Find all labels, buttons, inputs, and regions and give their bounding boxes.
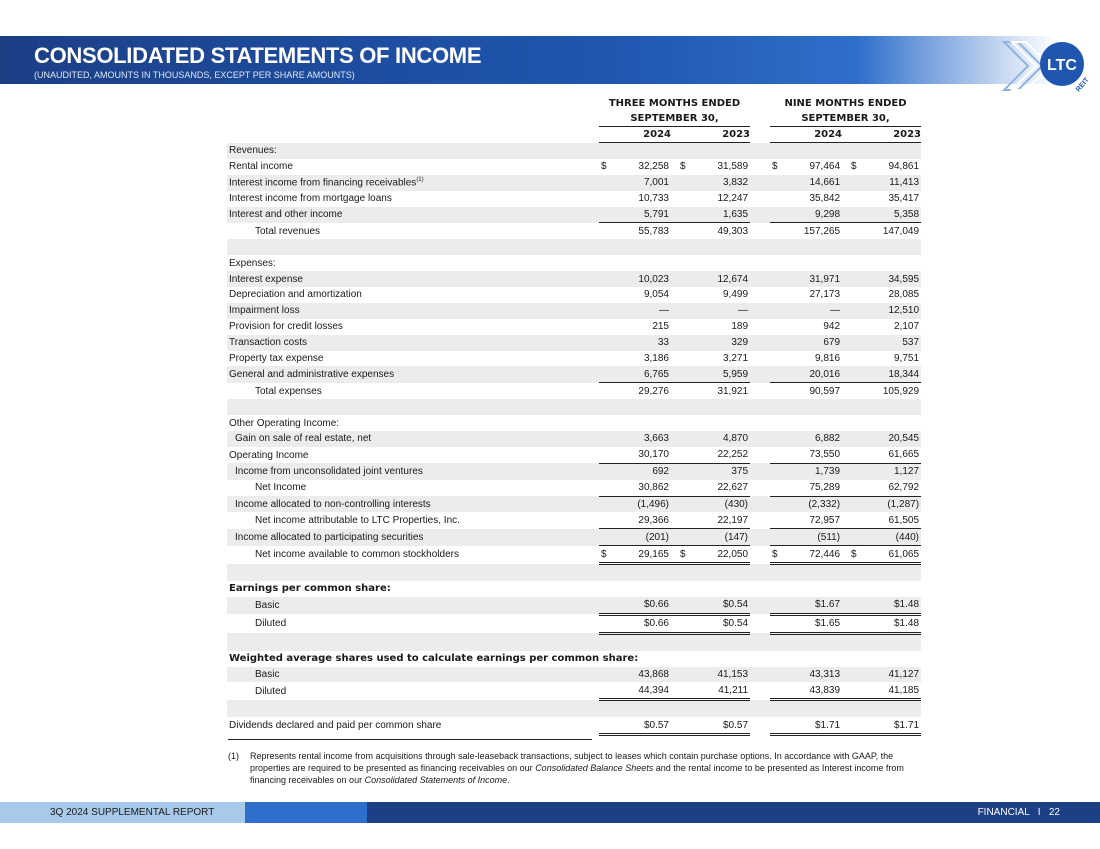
row-value: 33	[599, 335, 671, 351]
row-value: 73,550	[770, 447, 842, 463]
row-label: Other Operating Income:	[229, 417, 340, 429]
row-value: (201)	[599, 529, 671, 546]
table-row	[227, 447, 921, 463]
row-value	[849, 564, 921, 581]
row-label: Total expenses	[255, 385, 322, 397]
table-row	[227, 431, 921, 447]
table-row	[227, 581, 921, 597]
row-value: 72,957	[770, 512, 842, 528]
row-value: 692	[599, 463, 671, 479]
row-value: 12,674	[678, 271, 750, 287]
footnote-mark: (1)	[228, 751, 239, 761]
row-value	[678, 581, 750, 597]
row-label: Net income available to common stockholders	[255, 549, 459, 561]
row-value: 4,870	[678, 431, 750, 447]
table-row	[227, 529, 921, 546]
table-row	[227, 512, 921, 528]
row-value: 49,303	[717, 225, 749, 237]
row-value	[599, 399, 671, 415]
row-value: 9,499	[723, 289, 749, 301]
row-value: 31,971	[770, 271, 842, 287]
table-row	[227, 667, 921, 683]
row-value: $ 72,446	[770, 546, 842, 564]
row-value: 10,733	[638, 193, 669, 205]
row-value	[849, 700, 921, 717]
row-value: 43,868	[599, 667, 671, 683]
row-value: 1,635	[678, 207, 750, 223]
row-label: Dividends declared and paid per common share	[229, 720, 442, 732]
row-value: 90,597	[809, 385, 841, 397]
footnote-divider	[228, 739, 592, 740]
row-label	[227, 633, 599, 650]
row-value: 6,765	[599, 366, 671, 382]
table-row	[227, 287, 921, 303]
row-value	[678, 651, 750, 667]
row-value	[599, 143, 671, 159]
row-value	[678, 239, 750, 255]
row-value: $1.71	[770, 717, 842, 734]
row-value: 3,832	[678, 175, 750, 191]
row-value: 35,417	[888, 193, 920, 205]
row-value	[599, 255, 671, 271]
row-value	[678, 700, 750, 717]
row-value: 7,001	[599, 175, 671, 191]
table-row	[227, 191, 921, 207]
footer-page-info: FINANCIAL I 22	[977, 807, 1060, 818]
table-row	[227, 207, 921, 223]
table-row	[227, 463, 921, 479]
row-value: —	[599, 303, 671, 319]
row-value: 5,959	[678, 366, 750, 382]
income-statement	[227, 96, 922, 736]
row-value: 20,545	[849, 431, 921, 447]
row-value: 9,816	[815, 353, 841, 365]
row-label: Depreciation and amortization	[229, 289, 362, 301]
row-value: 1,739	[770, 463, 842, 479]
row-value	[678, 415, 750, 431]
group1-header-line2: SEPTEMBER 30,	[599, 111, 750, 127]
table-row	[227, 335, 921, 351]
row-value: 41,211	[678, 682, 750, 699]
table-row	[227, 366, 921, 382]
table-row	[227, 480, 921, 496]
table-row	[227, 159, 921, 175]
row-value: 3,663	[599, 431, 671, 447]
row-value: 942	[823, 321, 841, 333]
footnote	[228, 750, 920, 786]
row-value	[770, 239, 842, 255]
row-value: 41,153	[678, 667, 750, 683]
row-value: —	[770, 303, 842, 319]
row-value	[678, 564, 750, 581]
row-value: $ 29,165	[599, 546, 671, 564]
row-label: Gain on sale of real estate, net	[227, 431, 599, 447]
row-label: Property tax expense	[229, 353, 324, 365]
row-value: 2,107	[894, 321, 920, 333]
table-row	[227, 271, 921, 287]
row-value: 189	[731, 321, 749, 333]
row-value: (1,496)	[599, 496, 671, 512]
row-value	[849, 239, 921, 255]
row-value	[849, 255, 921, 271]
row-value: 55,783	[638, 225, 669, 237]
row-value: 22,252	[678, 447, 750, 463]
row-value	[770, 415, 842, 431]
row-value	[678, 399, 750, 415]
row-value: $ 94,861	[851, 161, 920, 173]
row-value: 30,170	[599, 447, 671, 463]
row-value: 12,510	[849, 303, 921, 319]
row-value: 31,921	[717, 385, 749, 397]
row-value	[599, 581, 671, 597]
table-row	[227, 351, 921, 367]
row-value: 11,413	[849, 175, 921, 191]
table-row	[227, 383, 921, 399]
row-value: 3,186	[643, 353, 669, 365]
row-label: Income from unconsolidated joint ventures	[227, 463, 599, 479]
row-value: (511)	[770, 529, 842, 546]
row-value	[770, 143, 842, 159]
table-row	[227, 319, 921, 335]
row-value	[599, 415, 671, 431]
row-value: 35,842	[809, 193, 841, 205]
row-value: $0.54	[678, 614, 750, 633]
table-row	[227, 175, 921, 191]
year-header: 2023	[678, 127, 750, 143]
footnote-text: Represents rental income from acquisitions through sale-leaseback transactions, subject to leases which contain purchase options. In accordance with GAAP, the properties are required to be presented as financing receivables on our Consolidated Balance Sheets and the rental income to be presented as Interest income from financing receivables on our Consolidated Statements of Income.	[250, 751, 904, 785]
row-value	[770, 255, 842, 271]
row-value	[849, 651, 921, 667]
row-value: 62,792	[849, 480, 921, 496]
group2-header-line2: SEPTEMBER 30,	[770, 111, 921, 127]
year-header: 2024	[599, 127, 671, 143]
row-value: $ 31,589	[680, 161, 749, 173]
row-value	[849, 633, 921, 650]
row-value: $0.66	[599, 614, 671, 633]
row-value	[849, 581, 921, 597]
row-value: 41,127	[849, 667, 921, 683]
row-label: Income allocated to participating securities	[227, 529, 599, 546]
row-value	[849, 399, 921, 415]
row-value	[770, 581, 842, 597]
row-label: General and administrative expenses	[227, 366, 599, 382]
row-label: Income allocated to non-controlling interests	[227, 496, 599, 512]
row-value	[599, 239, 671, 255]
row-value: 29,366	[599, 512, 671, 528]
row-label: Rental income	[229, 161, 293, 173]
row-value: 20,016	[770, 366, 842, 382]
row-value: 157,265	[803, 225, 841, 237]
row-value: 10,023	[599, 271, 671, 287]
ltc-logo	[996, 30, 1096, 100]
row-value: 22,197	[678, 512, 750, 528]
row-value: $1.48	[849, 614, 921, 633]
row-value	[599, 633, 671, 650]
row-value: 75,289	[770, 480, 842, 496]
row-value: $1.67	[770, 597, 842, 614]
row-value: $ 61,065	[849, 546, 921, 564]
row-label: Operating Income	[229, 449, 309, 461]
row-value	[770, 633, 842, 650]
row-value: 43,313	[770, 667, 842, 683]
table-row	[227, 255, 921, 271]
row-value: (440)	[849, 529, 921, 546]
page-title: CONSOLIDATED STATEMENTS OF INCOME	[34, 43, 482, 68]
row-label: Net Income	[255, 482, 307, 494]
table-row	[227, 239, 921, 255]
row-label: Interest income from financing receivables$^{(1)}$	[227, 175, 599, 191]
logo-text: LTC	[1047, 57, 1077, 74]
row-value: $1.65	[770, 614, 842, 633]
row-label	[227, 564, 599, 581]
row-label: Diluted	[255, 618, 287, 630]
row-value	[678, 633, 750, 650]
group2-header-line1: NINE MONTHS ENDED	[784, 98, 907, 109]
row-label: Transaction costs	[227, 335, 599, 351]
table-row	[227, 717, 921, 734]
row-label	[227, 239, 599, 255]
row-value: 215	[652, 321, 669, 333]
row-value: 147,049	[882, 225, 920, 237]
row-label: Total revenues	[255, 225, 321, 237]
row-value: $0.66	[599, 597, 671, 614]
row-value: 61,665	[849, 447, 921, 463]
table-row	[227, 682, 921, 699]
row-label: Basic	[227, 667, 599, 683]
row-label: Interest income from mortgage loans	[229, 193, 392, 205]
row-label: Revenues:	[227, 143, 599, 159]
row-label: Net income attributable to LTC Properties, Inc.	[255, 515, 460, 527]
row-value	[849, 143, 921, 159]
row-label	[227, 399, 599, 415]
row-value	[599, 564, 671, 581]
row-value: 30,862	[599, 480, 671, 496]
footer-report-name: 3Q 2024 SUPPLEMENTAL REPORT	[50, 807, 215, 818]
row-value: $ 97,464	[772, 161, 841, 173]
row-label: Interest expense	[227, 271, 599, 287]
row-label: Provision for credit losses	[229, 321, 343, 333]
row-value: 105,929	[882, 385, 920, 397]
row-value: 6,882	[770, 431, 842, 447]
table-row	[227, 700, 921, 717]
table-row	[227, 399, 921, 415]
row-value	[678, 143, 750, 159]
table-row	[227, 143, 921, 159]
logo-subtext: REIT	[1075, 76, 1091, 94]
row-value	[770, 651, 842, 667]
year-header: 2024	[770, 127, 842, 143]
row-value: 34,595	[849, 271, 921, 287]
row-value: $ 22,050	[678, 546, 750, 564]
table-row	[227, 633, 921, 650]
row-value: $ 32,258	[601, 161, 669, 173]
table-row	[227, 496, 921, 512]
table-row	[227, 614, 921, 633]
row-label: Weighted average shares used to calculate earnings per common share:	[229, 653, 639, 665]
row-value: 9,298	[770, 207, 842, 223]
row-value	[770, 564, 842, 581]
row-label: Diluted	[255, 685, 287, 697]
row-value: 329	[678, 335, 750, 351]
year-header: 2023	[849, 127, 921, 143]
group1-header-line1: THREE MONTHS ENDED	[608, 98, 741, 109]
row-value: $0.54	[678, 597, 750, 614]
income-table	[227, 96, 921, 736]
row-value: 14,661	[770, 175, 842, 191]
row-value: (430)	[678, 496, 750, 512]
footer-accent-mid	[245, 802, 367, 823]
row-label: Impairment loss	[227, 303, 599, 319]
row-value: 43,839	[770, 682, 842, 699]
row-value: $0.57	[599, 717, 671, 734]
row-value	[678, 255, 750, 271]
row-value	[849, 415, 921, 431]
table-row	[227, 303, 921, 319]
table-row	[227, 415, 921, 431]
table-row	[227, 651, 921, 667]
row-value: 537	[849, 335, 921, 351]
row-label: Earnings per common share:	[229, 583, 391, 595]
page-subtitle: (UNAUDITED, AMOUNTS IN THOUSANDS, EXCEPT PER SHARE AMOUNTS)	[34, 70, 355, 80]
row-value	[770, 399, 842, 415]
row-value: —	[678, 303, 750, 319]
row-value: 41,185	[849, 682, 921, 699]
row-value: 375	[678, 463, 750, 479]
row-value: 29,276	[638, 385, 669, 397]
row-label: Interest and other income	[227, 207, 599, 223]
row-label	[227, 700, 599, 717]
row-value: (2,332)	[770, 496, 842, 512]
row-value: 12,247	[717, 193, 749, 205]
table-row	[227, 223, 921, 239]
row-value: $1.71	[849, 717, 921, 734]
row-value: 61,505	[849, 512, 921, 528]
row-value: 9,054	[643, 289, 669, 301]
table-row	[227, 564, 921, 581]
row-value: 18,344	[849, 366, 921, 382]
row-value: 5,791	[599, 207, 671, 223]
row-value: 1,127	[849, 463, 921, 479]
row-value: $1.48	[849, 597, 921, 614]
row-value: 28,085	[888, 289, 920, 301]
row-value: 44,394	[599, 682, 671, 699]
row-value: $0.57	[678, 717, 750, 734]
row-value	[599, 700, 671, 717]
row-value: (147)	[678, 529, 750, 546]
row-value: 679	[770, 335, 842, 351]
row-value: 5,358	[849, 207, 921, 223]
row-value: 3,271	[723, 353, 749, 365]
row-value: 27,173	[809, 289, 841, 301]
row-label: Expenses:	[229, 257, 276, 269]
row-value: 9,751	[894, 353, 920, 365]
row-value: 22,627	[678, 480, 750, 496]
row-value	[770, 700, 842, 717]
row-label: Basic	[227, 597, 599, 614]
table-row	[227, 546, 921, 564]
table-row	[227, 597, 921, 614]
row-value: (1,287)	[849, 496, 921, 512]
